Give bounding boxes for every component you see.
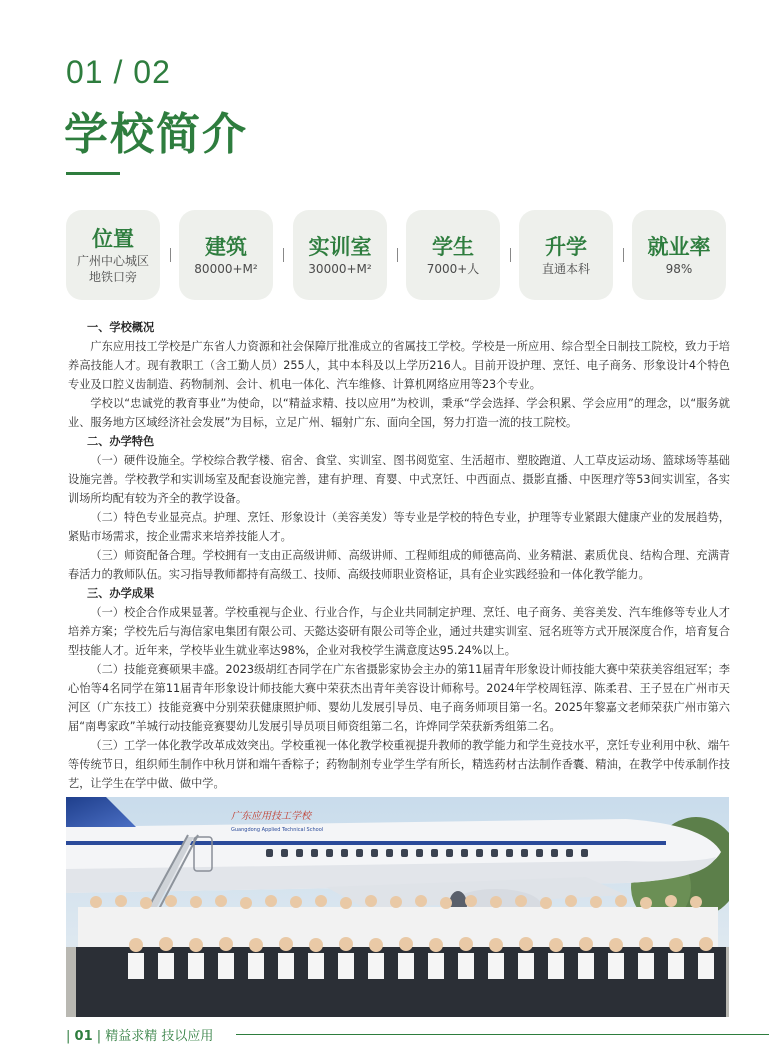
stat-label: 位置: [92, 227, 134, 251]
group-photo-with-aircraft: [66, 797, 729, 1017]
paragraph: （三）师资配备合理。学校拥有一支由正高级讲师、高级讲师、工程师组成的师德高尚、业务精湛、素质优良、结构合理、充满青春活力的教师队伍。实习指导教师都持有高级工、技师、高级技师职业资格证，具有企业实践经验和一体化教学能力。: [68, 549, 730, 581]
stat-value: 7000+人: [426, 262, 480, 276]
stat-divider: [510, 248, 511, 262]
stat-value: 80000+M²: [194, 262, 258, 276]
stat-card-training-rooms: [293, 210, 387, 300]
stat-label: 升学: [545, 235, 587, 259]
stat-divider: [397, 248, 398, 262]
page-title: 学校简介: [64, 109, 248, 160]
stats-row: [66, 210, 726, 300]
paragraph: （二）技能竞赛硕果丰盛。2023级胡红杏同学在广东省摄影家协会主办的第11届青年形象设计师技能大赛中荣获美容组冠军；李心怡等4名同学在第11届青年形象设计师技能大赛中荣获杰出青年美容设计师称号。2024年学校周钰淳、陈柔君、王子昱在广州市天河区（广东技工）技能竞赛中分别荣获健康照护师、婴幼儿发展引导员、电子商务师项目第一名。2025年黎嘉文老师荣获广州市第六届“南粤家政”羊城行动技能竞赛婴幼儿发展引导员项目师资组第二名，许烨同学荣获新秀组第二名。: [68, 663, 730, 733]
stat-card-building: [179, 210, 273, 300]
footer-page-number: 01: [74, 1029, 93, 1044]
paragraph: （一）硬件设施全。学校综合教学楼、宿舍、食堂、实训室、图书阅览室、生活超市、塑胶跑道、人工草皮运动场、篮球场等基础设施完善。学校教学和实训场室及配套设施完善，建有护理、育婴、中式烹饪、中西面点、摄影直播、中医理疗等53间实训室，各实训场所均配有较为齐全的教学设备。: [68, 454, 730, 505]
section-heading: 二、办学特色: [87, 435, 155, 448]
people-crowd: [76, 895, 726, 1017]
footer: [66, 1025, 213, 1044]
title-underline: [66, 172, 120, 175]
group-photo-illustration: [66, 797, 729, 1017]
paragraph: （三）工学一体化教学改革成效突出。学校重视一体化教学校重视提升教师的教学能力和学生竞技水平，烹饪专业利用中秋、端午等传统节日，组织师生制作中秋月饼和端午香粽子；药物制剂专业学生学有所长，精选药材古法制作香囊、精油，在教学中传承制作技艺，让学生在学中做、做中学。: [68, 739, 730, 790]
article-body: [68, 318, 730, 793]
stat-value: 98%: [665, 262, 693, 276]
stat-card-students: [406, 210, 500, 300]
stat-divider: [283, 248, 284, 262]
stat-divider: [170, 248, 171, 262]
paragraph: 广东应用技工学校是广东省人力资源和社会保障厅批准成立的省属技工学校。学校是一所应用、综合型全日制技工院校，致力于培养高技能人才。现有教职工（含工勤人员）255人，其中本科及以上学历216人。目前开设护理、烹饪、电子商务、形象设计4个特色专业及口腔义齿制造、药物制剂、会计、机电一体化、汽车维修、计算机网络应用等23个专业。: [68, 340, 730, 391]
footer-bar: |: [66, 1029, 71, 1044]
stat-value: 直通本科: [541, 262, 590, 276]
aircraft-livery-cn: 广东应用技工学校: [231, 811, 311, 822]
footer-rule: [236, 1034, 769, 1035]
stat-label: 学生: [432, 235, 474, 259]
aircraft-livery-en: Guangdong Applied Technical School: [231, 827, 324, 833]
stat-card-employment-rate: [632, 210, 726, 300]
stat-label: 就业率: [647, 235, 711, 259]
stat-label: 实训室: [308, 235, 372, 259]
page-number: 01 / 02: [66, 54, 171, 90]
stat-value: 广州中心城区: [76, 254, 149, 268]
stat-card-further-study: [519, 210, 613, 300]
stat-value: 30000+M²: [308, 262, 372, 276]
stat-divider: [623, 248, 624, 262]
section-heading: 三、办学成果: [87, 587, 155, 600]
footer-bar: |: [96, 1029, 102, 1044]
section-heading: 一、学校概况: [87, 321, 155, 334]
stat-label: 建筑: [205, 235, 247, 259]
paragraph: 学校以“忠诚党的教育事业”为使命，以“精益求精、技以应用”为校训，秉承“学会选择、学会积累、学会应用”的理念，以“服务就业、服务地方区域经济社会发展”为目标，立足广州、辐射广东、面向全国，努力打造一流的技工院校。: [68, 397, 730, 429]
stat-value-secondary: 地铁口旁: [88, 270, 137, 284]
footer-motto: 精益求精 技以应用: [105, 1029, 214, 1044]
stat-card-location: [66, 210, 160, 300]
paragraph: （二）特色专业显亮点。护理、烹饪、形象设计（美容美发）等专业是学校的特色专业，护理等专业紧跟大健康产业的发展趋势，紧贴市场需求，按企业需求来培养技能人才。: [68, 511, 730, 543]
paragraph: （一）校企合作成果显著。学校重视与企业、行业合作，与企业共同制定护理、烹饪、电子商务、美容美发、汽车维修等专业人才培养方案；学校先后与海信家电集团有限公司、天懿达姿研有限公司等企业，通过共建实训室、冠名班等方式开展深度合作，培育复合型技能人才。近年来，学校毕业生就业率达98%，企业对我校学生满意度达95.24%以上。: [68, 606, 730, 657]
